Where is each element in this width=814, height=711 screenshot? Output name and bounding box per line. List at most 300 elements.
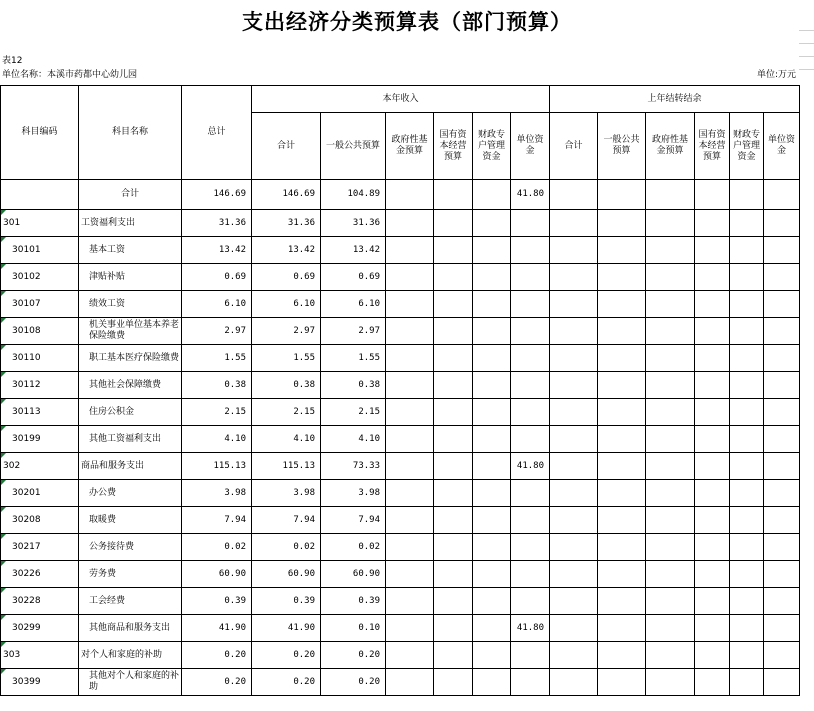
row-code: 30199	[1, 426, 79, 453]
row-carry-cell	[550, 669, 598, 696]
row-total: 31.36	[182, 210, 252, 237]
row-carry-cell	[730, 561, 764, 588]
row-current-gov-fund	[386, 507, 434, 534]
row-carry-cell	[695, 480, 730, 507]
row-current-general: 0.10	[321, 615, 386, 642]
row-carry-cell	[730, 210, 764, 237]
row-current-special-account	[473, 534, 511, 561]
row-current-sum: 0.20	[252, 642, 321, 669]
row-carry-cell	[646, 210, 695, 237]
header-name: 科目名称	[79, 86, 182, 180]
row-current-special-account	[473, 669, 511, 696]
row-code: 30299	[1, 615, 79, 642]
row-carry-cell	[764, 318, 800, 345]
header-carry-unit-fund: 单位资金	[764, 113, 800, 180]
row-carry-cell	[695, 642, 730, 669]
row-carry-cell	[550, 507, 598, 534]
row-carry-cell	[764, 399, 800, 426]
row-current-general: 3.98	[321, 480, 386, 507]
row-carry-cell	[646, 264, 695, 291]
row-current-sum: 3.98	[252, 480, 321, 507]
table-row	[1, 480, 800, 507]
row-total: 146.69	[182, 180, 252, 210]
row-total: 13.42	[182, 237, 252, 264]
row-current-gov-fund	[386, 534, 434, 561]
row-carry-cell	[764, 561, 800, 588]
row-code: 30107	[1, 291, 79, 318]
row-current-sum: 1.55	[252, 345, 321, 372]
row-total: 0.38	[182, 372, 252, 399]
row-carry-cell	[764, 210, 800, 237]
row-current-sum: 2.97	[252, 318, 321, 345]
row-carry-cell	[598, 615, 646, 642]
row-name: 公务接待费	[79, 534, 182, 561]
row-current-state-capital	[434, 534, 473, 561]
row-current-state-capital	[434, 210, 473, 237]
row-carry-cell	[730, 318, 764, 345]
row-current-state-capital	[434, 507, 473, 534]
row-total: 7.94	[182, 507, 252, 534]
row-carry-cell	[550, 561, 598, 588]
row-carry-cell	[764, 453, 800, 480]
row-current-gov-fund	[386, 318, 434, 345]
row-carry-cell	[695, 561, 730, 588]
row-name: 商品和服务支出	[79, 453, 182, 480]
row-carry-cell	[550, 210, 598, 237]
row-carry-cell	[550, 237, 598, 264]
row-carry-cell	[695, 615, 730, 642]
header-current-year: 本年收入	[252, 86, 550, 113]
row-current-unit-fund	[511, 291, 550, 318]
row-current-unit-fund	[511, 399, 550, 426]
table-row	[1, 453, 800, 480]
row-carry-cell	[598, 372, 646, 399]
row-carry-cell	[598, 210, 646, 237]
row-current-state-capital	[434, 426, 473, 453]
row-current-gov-fund	[386, 615, 434, 642]
header-carry-state-capital: 国有资本经营预算	[695, 113, 730, 180]
row-carry-cell	[646, 561, 695, 588]
row-current-unit-fund	[511, 561, 550, 588]
row-current-gov-fund	[386, 291, 434, 318]
row-carry-cell	[646, 615, 695, 642]
row-code: 30108	[1, 318, 79, 345]
row-current-unit-fund	[511, 534, 550, 561]
row-code: 302	[1, 453, 79, 480]
row-carry-cell	[730, 588, 764, 615]
table-row	[1, 534, 800, 561]
row-carry-cell	[695, 372, 730, 399]
row-current-general: 2.97	[321, 318, 386, 345]
row-total: 2.97	[182, 318, 252, 345]
row-name: 其他商品和服务支出	[79, 615, 182, 642]
row-current-general: 2.15	[321, 399, 386, 426]
row-current-special-account	[473, 615, 511, 642]
row-current-general: 0.39	[321, 588, 386, 615]
row-carry-cell	[764, 291, 800, 318]
row-carry-cell	[646, 669, 695, 696]
row-current-gov-fund	[386, 372, 434, 399]
row-carry-cell	[646, 399, 695, 426]
row-current-gov-fund	[386, 399, 434, 426]
row-carry-cell	[764, 372, 800, 399]
row-name: 合计	[79, 180, 182, 210]
row-code: 30201	[1, 480, 79, 507]
row-carry-cell	[598, 507, 646, 534]
row-current-unit-fund	[511, 480, 550, 507]
row-carry-cell	[598, 453, 646, 480]
table-row	[1, 507, 800, 534]
row-current-special-account	[473, 318, 511, 345]
row-current-general: 1.55	[321, 345, 386, 372]
row-total: 2.15	[182, 399, 252, 426]
row-current-general: 0.02	[321, 534, 386, 561]
row-carry-cell	[598, 180, 646, 210]
row-current-unit-fund: 41.80	[511, 615, 550, 642]
row-code: 30226	[1, 561, 79, 588]
row-name: 其他对个人和家庭的补助	[79, 669, 182, 696]
row-current-state-capital	[434, 264, 473, 291]
row-carry-cell	[646, 588, 695, 615]
row-current-gov-fund	[386, 426, 434, 453]
row-carry-cell	[764, 237, 800, 264]
header-code: 科目编码	[1, 86, 79, 180]
table-row	[1, 237, 800, 264]
row-current-sum: 6.10	[252, 291, 321, 318]
row-carry-cell	[550, 426, 598, 453]
row-current-unit-fund	[511, 588, 550, 615]
table-row	[1, 345, 800, 372]
row-current-state-capital	[434, 372, 473, 399]
table-row	[1, 264, 800, 291]
header-carryover: 上年结转结余	[550, 86, 800, 113]
row-code: 30101	[1, 237, 79, 264]
row-carry-cell	[695, 264, 730, 291]
row-current-general: 0.20	[321, 642, 386, 669]
row-total: 115.13	[182, 453, 252, 480]
row-current-special-account	[473, 345, 511, 372]
row-carry-cell	[598, 534, 646, 561]
row-carry-cell	[550, 291, 598, 318]
row-carry-cell	[695, 534, 730, 561]
row-current-special-account	[473, 426, 511, 453]
row-code: 301	[1, 210, 79, 237]
row-current-gov-fund	[386, 210, 434, 237]
row-carry-cell	[598, 318, 646, 345]
table-row	[1, 399, 800, 426]
row-name: 取暖费	[79, 507, 182, 534]
row-carry-cell	[598, 669, 646, 696]
row-carry-cell	[646, 372, 695, 399]
row-total: 3.98	[182, 480, 252, 507]
row-carry-cell	[550, 318, 598, 345]
row-current-state-capital	[434, 180, 473, 210]
row-current-special-account	[473, 480, 511, 507]
row-carry-cell	[695, 318, 730, 345]
row-carry-cell	[695, 399, 730, 426]
row-name: 劳务费	[79, 561, 182, 588]
row-current-gov-fund	[386, 345, 434, 372]
row-carry-cell	[730, 237, 764, 264]
row-current-gov-fund	[386, 180, 434, 210]
row-current-state-capital	[434, 669, 473, 696]
header-current-unit-fund: 单位资金	[511, 113, 550, 180]
row-current-state-capital	[434, 291, 473, 318]
row-code: 30112	[1, 372, 79, 399]
row-carry-cell	[764, 534, 800, 561]
row-current-special-account	[473, 372, 511, 399]
row-total: 0.02	[182, 534, 252, 561]
row-current-state-capital	[434, 237, 473, 264]
row-current-special-account	[473, 264, 511, 291]
row-current-gov-fund	[386, 264, 434, 291]
row-current-general: 6.10	[321, 291, 386, 318]
row-code: 30217	[1, 534, 79, 561]
row-carry-cell	[730, 453, 764, 480]
row-current-special-account	[473, 210, 511, 237]
row-carry-cell	[730, 345, 764, 372]
row-carry-cell	[646, 507, 695, 534]
table-body	[1, 180, 800, 696]
row-carry-cell	[695, 507, 730, 534]
row-carry-cell	[695, 210, 730, 237]
row-total: 6.10	[182, 291, 252, 318]
row-carry-cell	[646, 291, 695, 318]
unit-name: 单位名称：本溪市药都中心幼儿园	[2, 70, 138, 80]
row-carry-cell	[764, 345, 800, 372]
row-carry-cell	[730, 480, 764, 507]
row-carry-cell	[550, 180, 598, 210]
row-name: 津贴补贴	[79, 264, 182, 291]
row-current-general: 60.90	[321, 561, 386, 588]
row-carry-cell	[764, 669, 800, 696]
row-carry-cell	[646, 318, 695, 345]
row-current-general: 0.20	[321, 669, 386, 696]
row-current-sum: 0.20	[252, 669, 321, 696]
row-code: 30399	[1, 669, 79, 696]
row-code: 303	[1, 642, 79, 669]
row-current-sum: 2.15	[252, 399, 321, 426]
row-carry-cell	[695, 291, 730, 318]
row-carry-cell	[550, 534, 598, 561]
row-current-gov-fund	[386, 480, 434, 507]
row-current-general: 0.69	[321, 264, 386, 291]
row-current-state-capital	[434, 345, 473, 372]
header-current-state-capital: 国有资本经营预算	[434, 113, 473, 180]
row-carry-cell	[764, 264, 800, 291]
row-name: 基本工资	[79, 237, 182, 264]
row-total: 0.20	[182, 669, 252, 696]
row-current-unit-fund: 41.80	[511, 453, 550, 480]
table-row	[1, 180, 800, 210]
row-carry-cell	[695, 345, 730, 372]
row-carry-cell	[598, 588, 646, 615]
row-current-state-capital	[434, 318, 473, 345]
row-carry-cell	[550, 372, 598, 399]
row-carry-cell	[764, 615, 800, 642]
header-current-special-account: 财政专户管理资金	[473, 113, 511, 180]
row-current-state-capital	[434, 453, 473, 480]
row-current-unit-fund	[511, 507, 550, 534]
row-current-special-account	[473, 237, 511, 264]
row-current-state-capital	[434, 588, 473, 615]
row-carry-cell	[730, 399, 764, 426]
row-name: 住房公积金	[79, 399, 182, 426]
row-carry-cell	[598, 291, 646, 318]
row-code: 30228	[1, 588, 79, 615]
row-current-sum: 4.10	[252, 426, 321, 453]
row-current-sum: 7.94	[252, 507, 321, 534]
row-carry-cell	[764, 588, 800, 615]
row-carry-cell	[730, 264, 764, 291]
row-carry-cell	[598, 264, 646, 291]
header-current-sum: 合计	[252, 113, 321, 180]
row-carry-cell	[730, 426, 764, 453]
header-carry-gov-fund: 政府性基金预算	[646, 113, 695, 180]
row-current-unit-fund	[511, 372, 550, 399]
row-carry-cell	[550, 345, 598, 372]
table-row	[1, 642, 800, 669]
row-current-unit-fund	[511, 237, 550, 264]
row-total: 60.90	[182, 561, 252, 588]
row-current-general: 4.10	[321, 426, 386, 453]
header-current-gov-fund: 政府性基金预算	[386, 113, 434, 180]
row-total: 41.90	[182, 615, 252, 642]
row-current-unit-fund	[511, 642, 550, 669]
row-current-unit-fund	[511, 426, 550, 453]
row-carry-cell	[730, 534, 764, 561]
row-current-sum: 0.02	[252, 534, 321, 561]
row-carry-cell	[550, 480, 598, 507]
table-row	[1, 615, 800, 642]
row-total: 0.39	[182, 588, 252, 615]
row-carry-cell	[646, 453, 695, 480]
row-name: 职工基本医疗保险缴费	[79, 345, 182, 372]
row-carry-cell	[730, 669, 764, 696]
row-name: 对个人和家庭的补助	[79, 642, 182, 669]
row-current-special-account	[473, 453, 511, 480]
row-current-general: 7.94	[321, 507, 386, 534]
row-carry-cell	[764, 180, 800, 210]
table-row	[1, 210, 800, 237]
row-total: 0.20	[182, 642, 252, 669]
row-current-general: 104.89	[321, 180, 386, 210]
row-current-gov-fund	[386, 561, 434, 588]
row-current-unit-fund	[511, 345, 550, 372]
row-current-special-account	[473, 561, 511, 588]
table-row	[1, 291, 800, 318]
row-carry-cell	[550, 588, 598, 615]
row-current-sum: 0.69	[252, 264, 321, 291]
row-current-unit-fund	[511, 210, 550, 237]
row-carry-cell	[730, 642, 764, 669]
table-row	[1, 318, 800, 345]
row-name: 工会经费	[79, 588, 182, 615]
row-carry-cell	[646, 642, 695, 669]
row-current-sum: 31.36	[252, 210, 321, 237]
table-row	[1, 372, 800, 399]
row-carry-cell	[598, 345, 646, 372]
row-current-unit-fund	[511, 318, 550, 345]
row-current-gov-fund	[386, 453, 434, 480]
row-carry-cell	[730, 507, 764, 534]
header-total: 总计	[182, 86, 252, 180]
row-carry-cell	[764, 426, 800, 453]
row-name: 办公费	[79, 480, 182, 507]
row-current-gov-fund	[386, 588, 434, 615]
row-code	[1, 180, 79, 210]
row-carry-cell	[646, 345, 695, 372]
row-current-unit-fund	[511, 264, 550, 291]
currency-unit: 单位:万元	[756, 70, 796, 80]
row-current-sum: 115.13	[252, 453, 321, 480]
row-carry-cell	[730, 615, 764, 642]
row-current-special-account	[473, 588, 511, 615]
row-carry-cell	[695, 669, 730, 696]
header-carry-special-account: 财政专户管理资金	[730, 113, 764, 180]
row-current-state-capital	[434, 480, 473, 507]
row-carry-cell	[695, 180, 730, 210]
row-carry-cell	[646, 426, 695, 453]
row-name: 其他社会保障缴费	[79, 372, 182, 399]
row-current-sum: 146.69	[252, 180, 321, 210]
row-current-state-capital	[434, 399, 473, 426]
row-carry-cell	[764, 642, 800, 669]
sheet-gridlines	[799, 30, 814, 82]
row-carry-cell	[550, 264, 598, 291]
header-carry-general: 一般公共预算	[598, 113, 646, 180]
row-current-unit-fund	[511, 669, 550, 696]
row-current-state-capital	[434, 615, 473, 642]
row-carry-cell	[695, 588, 730, 615]
row-current-sum: 41.90	[252, 615, 321, 642]
row-current-special-account	[473, 642, 511, 669]
row-name: 其他工资福利支出	[79, 426, 182, 453]
row-carry-cell	[646, 180, 695, 210]
row-current-gov-fund	[386, 642, 434, 669]
row-current-gov-fund	[386, 237, 434, 264]
row-carry-cell	[764, 507, 800, 534]
budget-table	[0, 85, 800, 696]
row-current-gov-fund	[386, 669, 434, 696]
row-carry-cell	[598, 426, 646, 453]
row-carry-cell	[730, 372, 764, 399]
row-carry-cell	[646, 237, 695, 264]
row-current-sum: 0.38	[252, 372, 321, 399]
row-current-sum: 0.39	[252, 588, 321, 615]
row-carry-cell	[598, 237, 646, 264]
row-current-special-account	[473, 399, 511, 426]
table-row	[1, 561, 800, 588]
row-carry-cell	[695, 426, 730, 453]
row-name: 绩效工资	[79, 291, 182, 318]
row-current-general: 31.36	[321, 210, 386, 237]
row-carry-cell	[598, 642, 646, 669]
header-current-general: 一般公共预算	[321, 113, 386, 180]
table-row	[1, 426, 800, 453]
row-current-state-capital	[434, 561, 473, 588]
row-code: 30208	[1, 507, 79, 534]
row-carry-cell	[598, 480, 646, 507]
row-code: 30102	[1, 264, 79, 291]
row-name: 工资福利支出	[79, 210, 182, 237]
row-carry-cell	[598, 561, 646, 588]
header-carry-sum: 合计	[550, 113, 598, 180]
row-carry-cell	[695, 453, 730, 480]
row-current-special-account	[473, 180, 511, 210]
row-total: 0.69	[182, 264, 252, 291]
row-current-sum: 13.42	[252, 237, 321, 264]
